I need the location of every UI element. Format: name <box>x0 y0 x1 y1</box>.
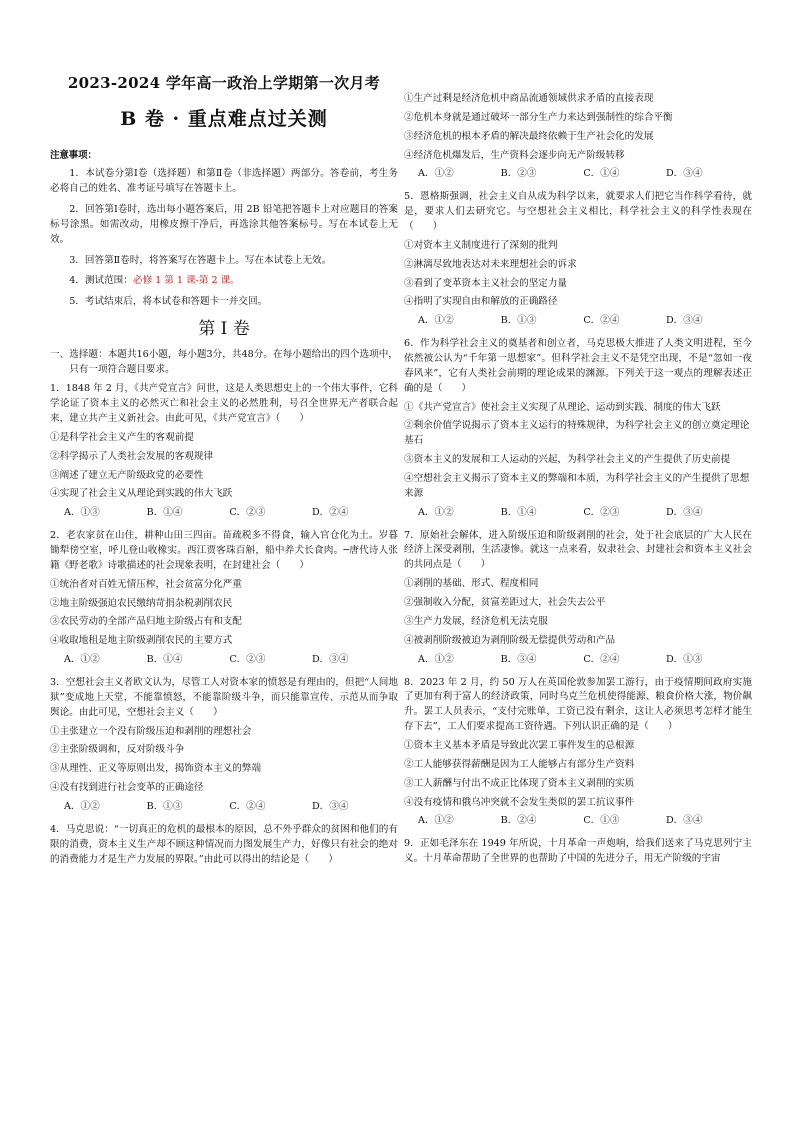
question-2 <box>50 529 398 668</box>
statement: ②强制收入分配，贫富差距过大，社会失去公平 <box>404 597 606 609</box>
statement: ②主张阶级调和，反对阶级斗争 <box>50 744 185 756</box>
answer-choices <box>50 653 398 668</box>
statement: ①是科学社会主义产生的客观前提 <box>50 431 194 443</box>
statement: ③阐述了建立无产阶级政党的必要性 <box>50 469 204 481</box>
statement: ④没有找到进行社会变革的正确途径 <box>50 782 204 794</box>
question-5 <box>404 190 752 329</box>
answer-choices <box>404 167 752 182</box>
question-6 <box>404 337 752 520</box>
statement: ②地主阶级强迫农民缴纳苛捐杂税剥削农民 <box>50 597 233 609</box>
statement: ①对资本主义制度进行了深刻的批判 <box>404 239 558 251</box>
statement: ③生产力发展，经济危机无法克服 <box>404 615 548 627</box>
statement: ②科学揭示了人类社会发展的客观规律 <box>50 450 214 462</box>
statement: ①剥削的基础、形式、程度相同 <box>404 578 539 590</box>
choice-d[interactable]: D．③④ <box>665 506 703 518</box>
choice-a[interactable]: A．①② <box>64 654 100 666</box>
statement: ③经济危机的根本矛盾的解决最终依赖于生产社会化的发展 <box>404 130 654 142</box>
choice-c[interactable]: C．②④ <box>583 315 620 327</box>
statement: ④指明了实现自由和解放的正确路径 <box>404 296 558 308</box>
choice-b[interactable]: B．②④ <box>500 815 537 827</box>
statement: ①主张建立一个没有阶级压迫和剥削的理想社会 <box>50 725 252 737</box>
choice-a[interactable]: A．①② <box>64 800 100 812</box>
choice-c[interactable]: C．②④ <box>229 800 266 812</box>
choice-a[interactable]: A．①② <box>418 506 454 518</box>
note-item: 2．回答第Ⅰ卷时，选出每小题答案后，用 2B 铅笔把答题卡上对应题目的答案标号涂黑。如需改动，用橡皮擦干净后，再选涂其他答案标号。写在本试卷上无效。 <box>50 203 398 245</box>
statement: ①资本主义基本矛盾是导致此次罢工事件发生的总根源 <box>404 739 635 751</box>
statement: ③从理性、正义等原则出发，揭饰资本主义的弊端 <box>50 763 262 775</box>
paper-title: B 卷 · 重点难点过关测 <box>120 108 328 131</box>
note-item: 3．回答第Ⅱ卷时，将答案写在答题卡上。写在本试卷上无效。 <box>69 254 332 266</box>
question-stem: 9．正如毛泽东在 1949 年所说，十月革命一声炮响，给我们送来了马克思列宁主义。十月革命帮助了全世界的也帮助了中国的先进分子，用无产阶级的宇宙 <box>404 838 752 865</box>
statement: ④被剥削阶级被迫为剥削阶级无偿提供劳动和产品 <box>404 634 616 646</box>
statement: ③工人薪酬与付出不成正比体现了资本主义剥削的实质 <box>404 777 635 789</box>
choice-b[interactable]: B．②③ <box>500 168 537 180</box>
statement: ①《共产党宣言》使社会主义实现了从理论、运动到实践、制度的伟大飞跃 <box>404 401 721 413</box>
statement: ④空想社会主义揭示了资本主义的弊端和本质，为科学社会主义的产生提供了思想来源 <box>404 473 750 499</box>
answer-choices <box>50 506 398 521</box>
choice-b[interactable]: B．①④ <box>146 654 183 666</box>
question-1 <box>50 382 398 521</box>
answer-choices <box>404 653 752 668</box>
statement: ②工人能够获得薪酬是因为工人能够占有部分生产资料 <box>404 758 635 770</box>
right-column <box>404 92 752 871</box>
statement: ④没有疫情和俄乌冲突就不会发生类似的罢工抗议事件 <box>404 796 635 808</box>
choice-c[interactable]: C．①③ <box>583 815 620 827</box>
scope-value: 必修 1 第 1 课-第 2 课。 <box>132 275 240 287</box>
choice-c[interactable]: C．②④ <box>583 653 620 665</box>
exam-title: 2023-2024 学年高一政治上学期第一次月考 <box>67 74 381 92</box>
choice-a[interactable]: A．①② <box>418 653 454 665</box>
statement: ③农民劳动的全部产品归地主阶级占有和支配 <box>50 616 242 628</box>
choice-b[interactable]: B．①④ <box>146 507 183 519</box>
statement: ④经济危机爆发后，生产资料会逐步向无产阶级转移 <box>404 149 625 161</box>
choice-d[interactable]: D．①③ <box>665 653 703 665</box>
section-instructions: 一、选择题：本题共16小题，每小题3分，共48分。在每小题给出的四个选项中，只有一项符合题目要求。 <box>50 349 398 376</box>
statement: ②剩余价值学说揭示了资本主义运行的特殊规律，为科学社会主义的创立奠定理论基石 <box>404 420 750 447</box>
choice-a[interactable]: A．①③ <box>64 507 100 519</box>
statement: ④实现了社会主义从理论到实践的伟大飞跃 <box>50 488 233 500</box>
answer-choices <box>404 314 752 329</box>
choice-b[interactable]: B．③④ <box>500 653 537 665</box>
left-column <box>50 64 398 871</box>
note-item: 5．考试结束后，将本试卷和答题卡一并交回。 <box>69 296 268 308</box>
statement: ②危机本身就是通过破坏一部分生产力来达到强制性的综合平衡 <box>404 111 673 123</box>
question-7 <box>404 529 752 668</box>
choice-b[interactable]: B．①③ <box>146 800 183 812</box>
choice-c[interactable]: C．②③ <box>229 654 266 666</box>
choice-b[interactable]: B．①③ <box>500 315 537 327</box>
choice-a[interactable]: A．①② <box>418 815 454 827</box>
note-item-scope <box>50 274 398 289</box>
part-title: 第 Ⅰ 卷 <box>198 319 250 340</box>
statement: ④收取地租是地主阶级剥削农民的主要方式 <box>50 635 233 647</box>
answer-choices <box>404 506 752 521</box>
statement: ①生产过剩是经济危机中商品流通领域供求矛盾的直接表现 <box>404 93 654 104</box>
choice-b[interactable]: B．①④ <box>500 506 537 518</box>
question-stem: 7．原始社会解体，进入阶级压迫和阶级剥削的社会，处于社会底层的广大人民在经济上深受剥削，生活凄惨。就这一点来看，奴隶社会、封建社会和资本主义社会的共同点是（ ） <box>404 529 752 571</box>
notes-heading: 注意事项： <box>50 149 97 161</box>
statement: ②淋漓尽致地表达对未来理想社会的诉求 <box>404 258 577 270</box>
choice-c[interactable]: C．②③ <box>229 507 266 519</box>
choice-d[interactable]: D．③④ <box>311 654 349 666</box>
choice-d[interactable]: D．③④ <box>311 800 349 812</box>
answer-choices <box>50 800 398 815</box>
question-stem: 4．马克思说：“一切真正的危机的最根本的原因，总不外乎群众的贫困和他们的有限的消费，资本主义生产却不顾这种情况而力图发展生产力，好像只有社会的绝对的消费能力才是生产力发展的界限。”由此可以得出的结论是（ ） <box>50 823 398 865</box>
question-4 <box>50 823 398 868</box>
question-stem: 3．空想社会主义者欧文认为，尽管工人对资本家的愤怒是有理由的，但把“人间地狱”变成地上天堂，不能靠愤怒，不能靠阶级斗争，而只能靠宣传、示范从而争取舆论。由此可见，空想社会主义（ ） <box>50 676 398 718</box>
choice-d[interactable]: D．③④ <box>665 168 703 180</box>
question-stem: 2．老农家贫在山住，耕种山田三四亩。苗疏税多不得食，输入官仓化为土。岁暮锄犁傍空室，呼儿登山收橡实。西江贾客珠百斛，船中养犬长食肉。─唐代诗人张籍《野老歌》诗歌描述的社会现象表明，在封建社会（ ） <box>50 530 398 571</box>
choice-d[interactable]: D．②④ <box>311 507 349 519</box>
question-stem: 6．作为科学社会主义的奠基者和创立者，马克思极大推进了人类文明进程，至今依然被公认为“千年第一思想家”。但科学社会主义不是凭空出现，不是“忽如一夜春风来”，它有人类社会前期的理论成果的渊源。下列关于这一观点的理解表述正确的是（ ） <box>404 338 752 394</box>
scope-prefix: 4．测试范围： <box>69 275 133 287</box>
question-8 <box>404 676 752 830</box>
statement: ①统治者对百姓无情压榨，社会贫富分化严重 <box>50 578 242 590</box>
choice-d[interactable]: D．③④ <box>665 815 703 827</box>
question-4-continued <box>404 92 752 182</box>
choice-d[interactable]: D．③④ <box>665 315 703 327</box>
question-3 <box>50 676 398 815</box>
note-item: 1．本试卷分第Ⅰ卷（选择题）和第Ⅱ卷（非选择题）两部分。答卷前，考生务必将自己的姓名、准考证号填写在答题卡上。 <box>50 168 398 195</box>
choice-c[interactable]: C．②③ <box>583 506 620 518</box>
choice-a[interactable]: A．①② <box>418 168 454 180</box>
choice-a[interactable]: A．①② <box>418 315 454 327</box>
question-stem: 5．恩格斯强调，社会主义自从成为科学以来，就要求人们把它当作科学看待，就是，要求人们去研究它。与空想社会主义相比，科学社会主义的科学性表现在（ ） <box>404 191 752 233</box>
statement: ③资本主义的发展和工人运动的兴起，为科学社会主义的产生提供了历史前提 <box>404 454 731 466</box>
question-stem: 8．2023 年 2 月，约 50 万人在英国伦敦参加罢工游行，由于疫情期间政府实施了更加有利于富人的经济政策，同时乌克兰危机使得能源、粮食价格大涨，物价飙升。罢工人员表示，“支付完账单，工资已没有剩余，这让人必须思考怎样才能生存下去”，工人们要求提高工资待遇。下列认识正确的是（ ） <box>404 676 752 733</box>
choice-c[interactable]: C．①④ <box>583 168 620 180</box>
statement: ③看到了变革资本主义社会的坚定力量 <box>404 277 568 289</box>
question-stem: 1．1848 年 2 月，《共产党宣言》问世，这是人类思想史上的一个伟大事件，它科学论证了资本主义的必然灭亡和社会主义的必然胜利，号召全世界无产者联合起来，建立共产主义新社会。由此可见，《共产党宣言》（ ） <box>50 383 398 424</box>
answer-choices <box>404 814 752 829</box>
question-9 <box>404 837 752 867</box>
